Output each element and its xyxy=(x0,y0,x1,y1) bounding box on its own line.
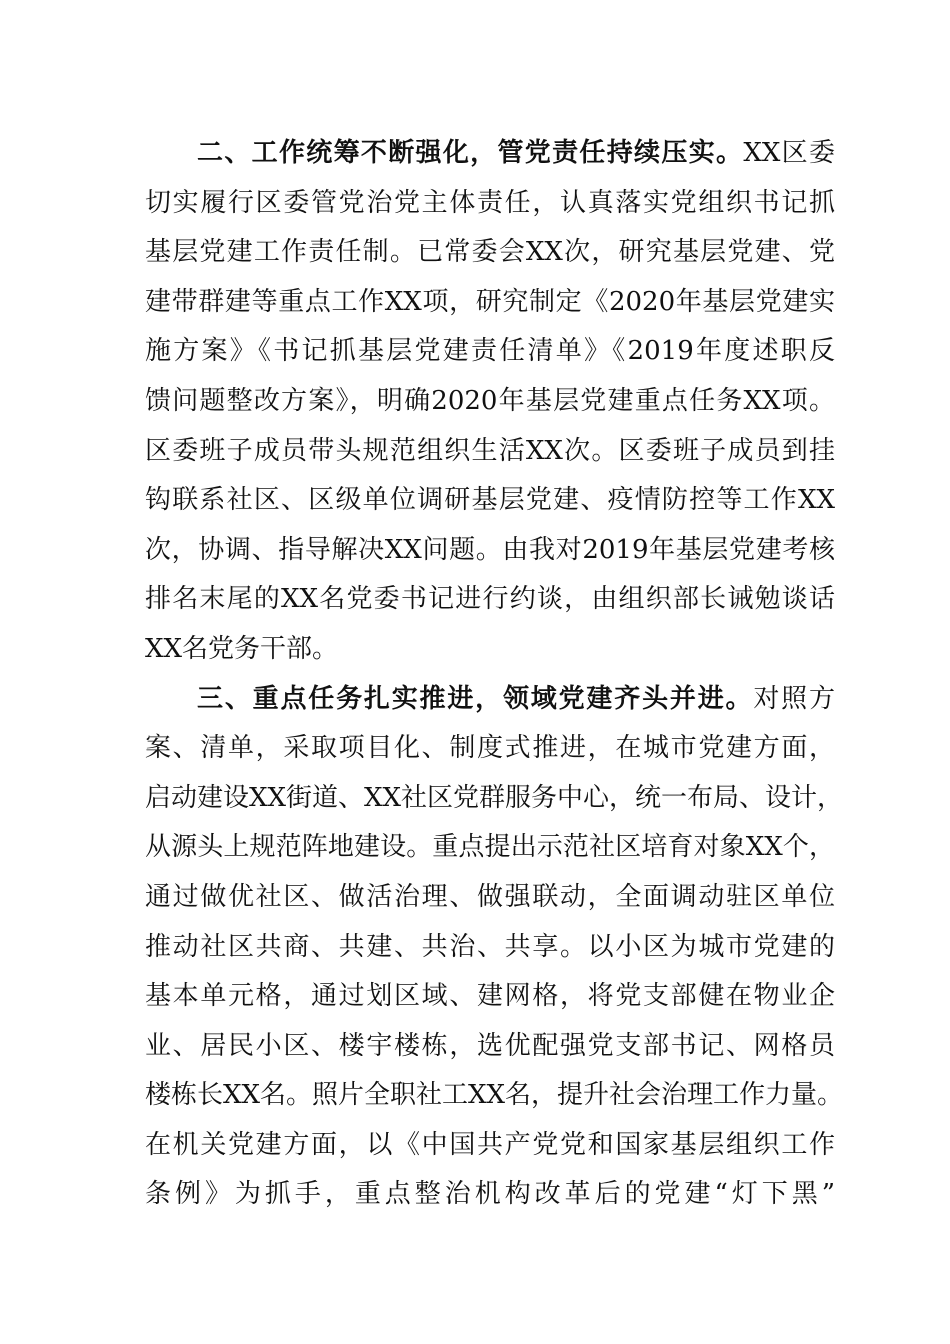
section2-line: XX区委 xyxy=(743,138,835,168)
section2-line: 施方案》《书记抓基层党建责任清单》《2019年度述职反 xyxy=(145,336,835,367)
document-body xyxy=(145,129,844,1220)
section2-line: 基层党建工作责任制。已常委会XX次，研究基层党建、党 xyxy=(145,237,835,268)
section2-line: 馈问题整改方案》，明确2020年基层党建重点任务XX项。 xyxy=(145,385,835,416)
section2-line: 建带群建等重点工作XX项，研究制定《2020年基层党建实 xyxy=(145,286,835,317)
section3-line: 条例》为抓手，重点整治机构改革后的党建“灯下黑” xyxy=(145,1179,835,1210)
section2-heading: 二、工作统筹不断强化，管党责任持续压实。 xyxy=(197,138,744,168)
section3-line: 基本单元格，通过划区域、建网格，将党支部健在物业企 xyxy=(145,981,835,1012)
section2-line: 区委班子成员带头规范组织生活XX次。区委班子成员到挂 xyxy=(145,435,835,466)
section3-first-line xyxy=(145,675,835,725)
section2-last-line: XX名党务干部。 xyxy=(145,633,339,664)
section3-line: 启动建设XX街道、XX社区党群服务中心，统一布局、设计， xyxy=(145,782,844,813)
section2-line: 切实履行区委管党治党主体责任，认真落实党组织书记抓 xyxy=(145,187,835,218)
section3-heading: 三、重点任务扎实推进，领域党建齐头并进。 xyxy=(197,683,754,714)
section3-line: 通过做优社区、做活治理、做强联动，全面调动驻区单位 xyxy=(145,881,835,912)
section3-line: 楼栋长XX名。照片全职社工XX名，提升社会治理工作力量。 xyxy=(145,1080,844,1111)
section3-line: 对照方 xyxy=(753,683,835,714)
section2-line: 排名末尾的XX名党委书记进行约谈，由组织部长诫勉谈话 xyxy=(145,584,835,615)
section3-line: 业、居民小区、楼宇楼栋，选优配强党支部书记、网格员 xyxy=(145,1030,835,1061)
section3-line: 从源头上规范阵地建设。重点提出示范社区培育对象XX个， xyxy=(145,832,835,863)
section3-line: 在机关党建方面，以《中国共产党党和国家基层组织工作 xyxy=(145,1129,835,1160)
section2-first-line xyxy=(145,129,835,179)
section2-line: 次，协调、指导解决XX问题。由我对2019年基层党建考核 xyxy=(145,534,835,565)
section2-line: 钩联系社区、区级单位调研基层党建、疫情防控等工作XX xyxy=(145,485,835,516)
section3-line: 案、清单，采取项目化、制度式推进，在城市党建方面， xyxy=(145,733,835,764)
section3-line: 推动社区共商、共建、共治、共享。以小区为城市党建的 xyxy=(145,931,835,962)
